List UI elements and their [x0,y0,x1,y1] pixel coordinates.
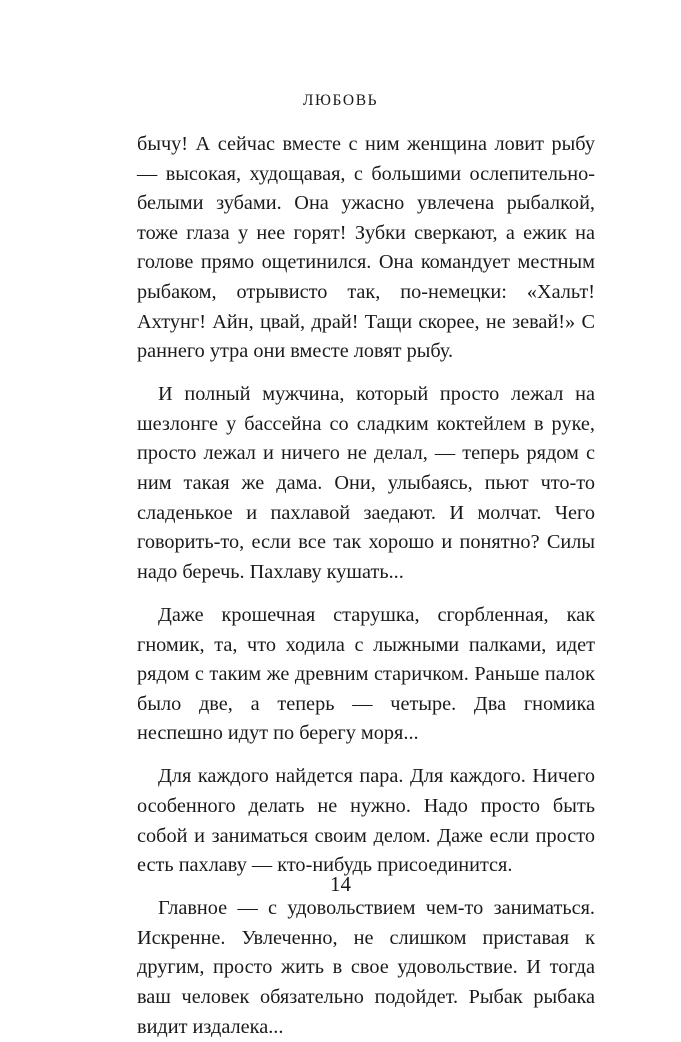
paragraph-2: И полный мужчина, который просто лежал на шезлонге у бассейна со сладким коктейлем в руке, просто лежал и ничего не делал, — теперь рядом с ним такая же дама. Они, улыбаясь, пьют что-то сладенькое и пахлавой заедают. И молчат. Чего говорить-то, если все так хорошо и понятно? Силы надо беречь. Пахлаву кушать... [137,383,595,583]
paragraph-3: Даже крошечная старушка, сгорбленная, как гномик, та, что ходила с лыжными палками, идет рядом с таким же древним старичком. Раньше палок было две, а теперь — четыре. Два гномика неспешно идут по берегу моря... [137,603,595,745]
page-number: 14 [330,872,351,896]
body-text [137,130,595,1042]
paragraph-5: Главное — с удовольствием чем-то заниматься. Искренне. Увлеченно, не слишком приставая к другим, просто жить в свое удовольствие. И тогда ваш человек обязательно подойдет. Рыбак рыбака видит издалека... [137,897,595,1038]
running-head: ЛЮБОВЬ [302,92,379,109]
paragraph-4: Для каждого найдется пара. Для каждого. Ничего особенного делать не нужно. Надо просто быть собой и заниматься своим делом. Даже если просто есть пахлаву — кто-нибудь присоединится. [137,765,595,877]
paragraph-1: бычу! А сейчас вместе с ним женщина ловит рыбу — высокая, худощавая, с большими ослепительно-белыми зубами. Она ужасно увлечена рыбалкой, тоже глаза у нее горят! Зубки сверкают, а ежик на голове прямо ощетинился. Она командует местным рыбаком, отрывисто так, по-немецки: «Хальт! Ахтунг! Айн, цвай, драй! Тащи скорее, не зевай!» С раннего утра они вместе ловят рыбу. [137,133,595,363]
